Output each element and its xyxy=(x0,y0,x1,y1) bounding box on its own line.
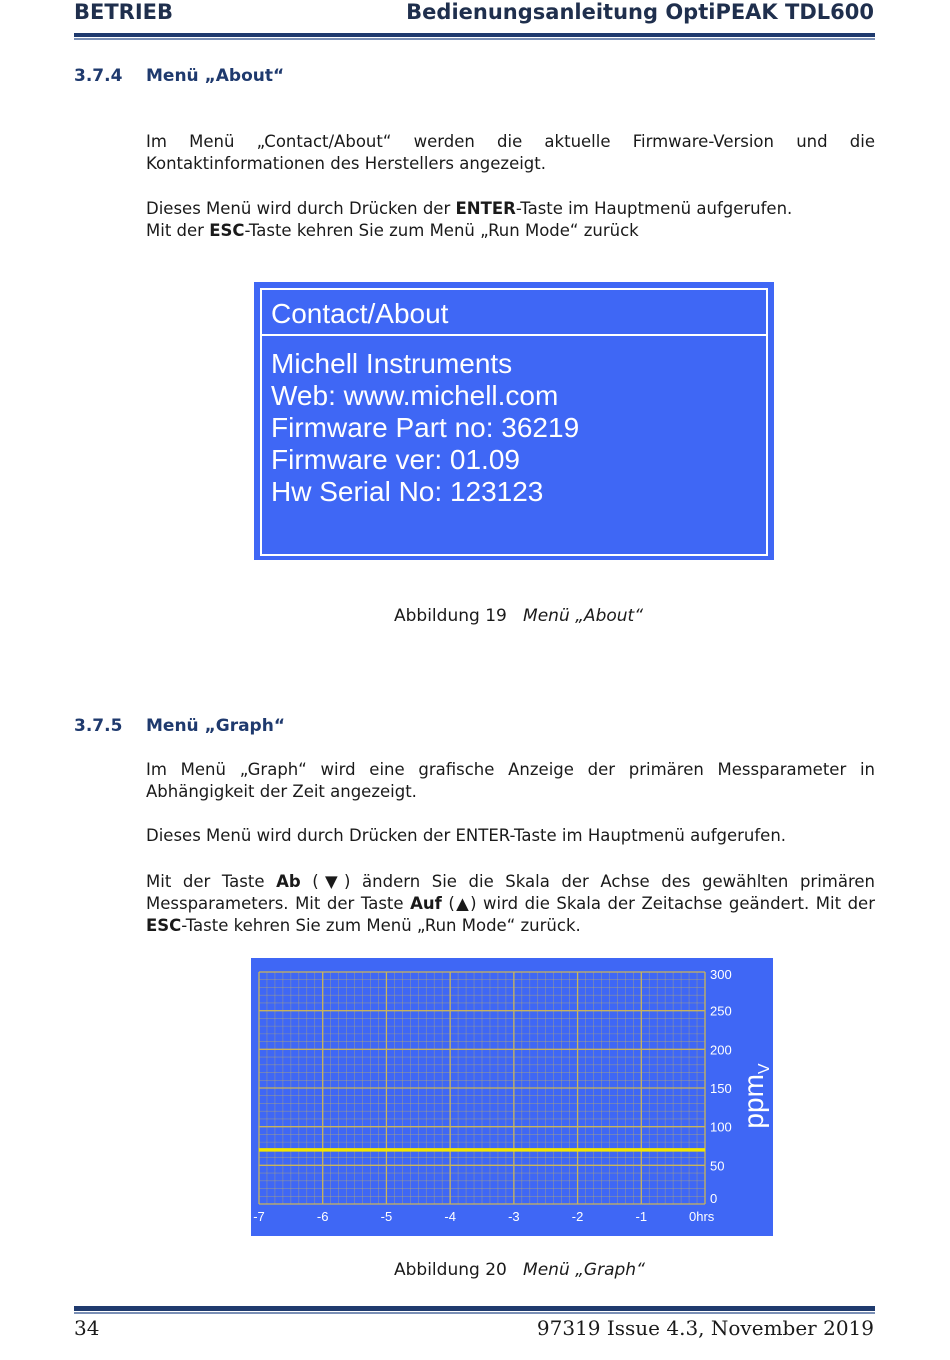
x-tick-label: 0hrs xyxy=(689,1209,715,1224)
text-line: Im Menü „Graph“ wird eine grafische Anzeige der primären Messparameter in xyxy=(146,760,875,779)
document-issue: 97319 Issue 4.3, November 2019 xyxy=(536,1316,874,1340)
text-run: Mit der Taste xyxy=(146,872,277,891)
text-line: Im Menü „Contact/About“ werden die aktuelle Firmware-Version und die xyxy=(146,132,875,151)
caption-label: Abbildung 19 xyxy=(394,606,507,626)
header-rule-thin xyxy=(74,38,875,40)
text-run: -Taste im Hauptmenü aufgerufen. xyxy=(515,199,793,218)
key-name: Auf xyxy=(410,894,442,913)
about-line-web: Web: www.michell.com xyxy=(271,380,559,411)
y-tick-label: 50 xyxy=(710,1158,725,1174)
y-tick-label: 200 xyxy=(710,1042,732,1058)
text-line xyxy=(146,871,875,893)
page-number: 34 xyxy=(74,1316,100,1340)
text-run: Mit der xyxy=(146,221,210,240)
section-title: Menü „About“ xyxy=(146,66,285,86)
graph-screen xyxy=(251,958,773,1236)
text-run: (▼) ändern Sie die Skala der Achse des gewählten primären xyxy=(300,872,876,891)
x-tick-label: -7 xyxy=(253,1209,265,1224)
key-name: ENTER xyxy=(455,199,516,218)
x-tick-label: -5 xyxy=(380,1209,393,1224)
graph-chart xyxy=(251,958,773,1236)
header-chapter: BETRIEB xyxy=(74,0,174,24)
text-run: Messparameters. Mit der Taste xyxy=(146,894,411,913)
graph-paragraph-1 xyxy=(146,759,875,803)
about-screen-frame xyxy=(260,288,768,556)
key-name: ESC xyxy=(209,221,245,240)
figure-caption xyxy=(394,1260,645,1280)
about-paragraph-2 xyxy=(146,198,875,242)
footer-rule xyxy=(74,1306,875,1311)
key-name: Ab xyxy=(276,872,301,891)
about-line-firmware-version: Firmware ver: 01.09 xyxy=(271,444,520,475)
y-tick-label: 0 xyxy=(710,1191,718,1206)
about-line-firmware-part: Firmware Part no: 36219 xyxy=(271,412,580,443)
about-screen-title: Contact/About xyxy=(271,298,449,329)
text-line: Kontaktinformationen des Herstellers angezeigt. xyxy=(146,154,546,173)
text-run: Dieses Menü wird durch Drücken der xyxy=(146,199,456,218)
section-number: 3.7.5 xyxy=(74,716,123,736)
x-tick-label: -6 xyxy=(316,1209,329,1224)
x-tick-label: -3 xyxy=(508,1209,520,1224)
graph-paragraph-2: Dieses Menü wird durch Drücken der ENTER-Taste im Hauptmenü aufgerufen. xyxy=(146,826,787,845)
text-run: -Taste kehren Sie zum Menü „Run Mode“ zurück xyxy=(244,221,639,240)
figure-caption xyxy=(394,606,643,626)
x-tick-label: -4 xyxy=(444,1209,456,1224)
key-name: ESC xyxy=(146,916,182,935)
footer-rule-thin xyxy=(74,1312,875,1314)
y-tick-label: 300 xyxy=(710,967,732,982)
caption-title: Menü „About“ xyxy=(523,606,644,626)
caption-title: Menü „Graph“ xyxy=(523,1260,645,1280)
x-tick-label: -1 xyxy=(635,1209,648,1224)
header-rule xyxy=(74,33,875,37)
about-paragraph-1 xyxy=(146,131,875,175)
graph-paragraph-3 xyxy=(146,871,875,937)
about-line-serial: Hw Serial No: 123123 xyxy=(271,476,544,507)
y-tick-label: 100 xyxy=(710,1119,732,1135)
x-tick-label: -2 xyxy=(571,1209,584,1224)
text-run: (▲) wird die Skala der Zeitachse geändert. Mit der xyxy=(441,894,875,913)
section-number: 3.7.4 xyxy=(74,66,123,86)
y-axis-label: ppm$_V$ xyxy=(738,1063,773,1129)
section-title: Menü „Graph“ xyxy=(146,716,285,736)
text-line xyxy=(146,893,875,915)
caption-label: Abbildung 20 xyxy=(394,1260,507,1280)
about-line-company: Michell Instruments xyxy=(271,348,513,379)
y-tick-label: 250 xyxy=(710,1003,732,1019)
about-screen xyxy=(254,282,774,560)
text-line xyxy=(146,916,581,935)
header-manual-title: Bedienungsanleitung OptiPEAK TDL600 xyxy=(406,0,874,24)
y-tick-label: 150 xyxy=(710,1081,732,1096)
about-screen-title-bar xyxy=(262,290,766,336)
text-line: Abhängigkeit der Zeit angezeigt. xyxy=(146,782,417,801)
text-run: -Taste kehren Sie zum Menü „Run Mode“ zurück. xyxy=(181,916,581,935)
